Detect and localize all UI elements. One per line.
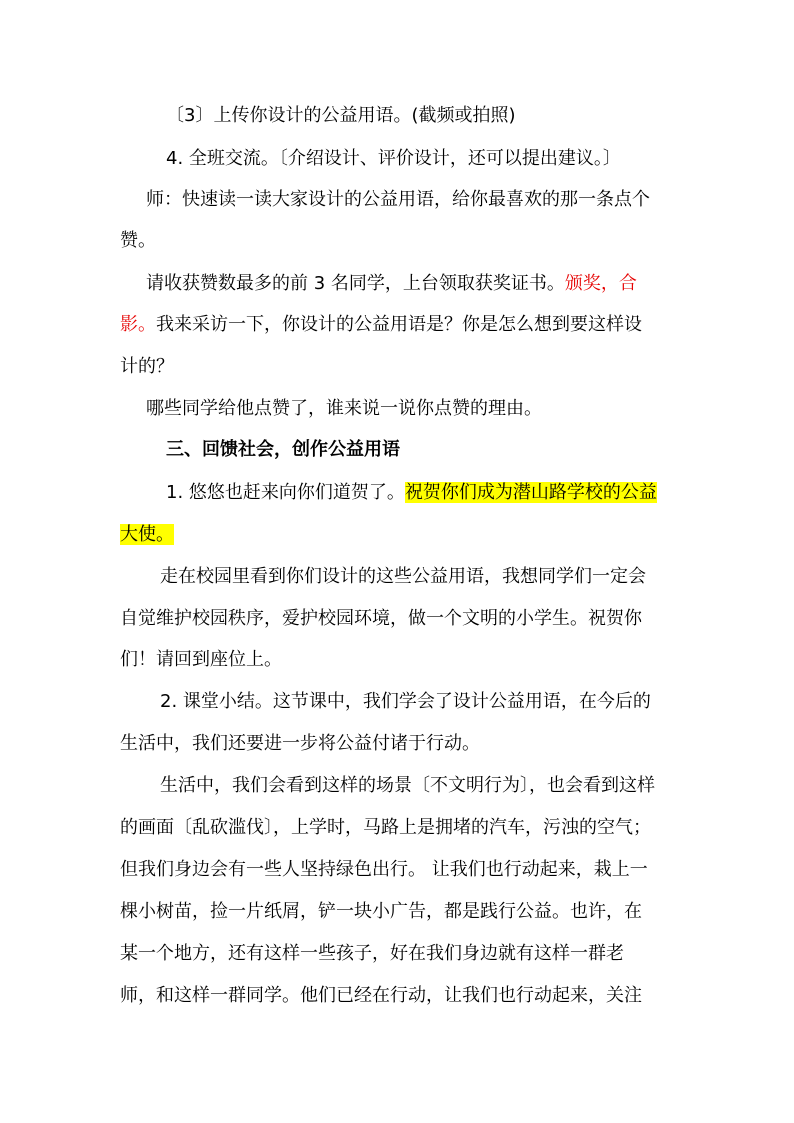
text-line: 〔3〕上传你设计的公益用语。(截频或拍照) <box>166 105 516 126</box>
text-line: 2. 课堂小结。这节课中，我们学会了设计公益用语，在今后的 <box>160 691 651 712</box>
award-line <box>146 272 637 296</box>
text-line: 自觉维护校园秩序，爱护校园环境，做一个文明的小学生。祝贺你 <box>120 608 642 629</box>
text-line: 请收获赞数最多的前 3 名同学，上台领取获奖证书。 <box>146 273 565 294</box>
campus-line <box>160 565 646 589</box>
item-1-line <box>166 481 657 505</box>
text-line: 1. 悠悠也赶来向你们道贺了。 <box>166 482 405 503</box>
text-line: 的画面〔乱砍滥伐〕，上学时，马路上是拥堵的汽车，污浊的空气； <box>120 817 651 838</box>
text-line: 但我们身边会有一些人坚持绿色出行。 让我们也行动起来，栽上一 <box>120 859 648 880</box>
life-line-2 <box>120 816 651 840</box>
text-line: 赞。 <box>120 230 156 251</box>
section-heading <box>166 438 400 462</box>
step-4-share <box>166 147 621 171</box>
text-line: 我来采访一下，你设计的公益用语是？你是怎么想到要这样设 <box>156 314 642 335</box>
life-line-6 <box>120 984 642 1008</box>
praise-question <box>146 397 542 421</box>
text-line: 师：快速读一读大家设计的公益用语，给你最喜欢的那一条点个 <box>146 189 650 210</box>
award-line-end <box>120 355 174 379</box>
text-line: 师，和这样一群同学。他们已经在行动，让我们也行动起来，关注 <box>120 985 642 1006</box>
step-3-upload <box>166 104 516 128</box>
highlighted-text: 大使。 <box>120 524 174 545</box>
text-line: 4. 全班交流。〔介绍设计、评价设计，还可以提出建议。〕 <box>166 148 621 169</box>
text-line: 走在校园里看到你们设计的这些公益用语，我想同学们一定会 <box>160 566 646 587</box>
life-line-5 <box>120 942 624 966</box>
heading-text: 三、回馈社会，创作公益用语 <box>166 439 400 460</box>
item-2-cont <box>120 732 480 756</box>
text-line: 生活中，我们还要进一步将公益付诸于行动。 <box>120 733 480 754</box>
text-line: 们！请回到座位上。 <box>120 649 282 670</box>
text-line: 某一个地方，还有这样一些孩子，好在我们身边就有这样一群老 <box>120 943 624 964</box>
red-text: 颁奖，合 <box>564 273 637 294</box>
life-line <box>160 774 655 798</box>
text-line: 生活中，我们会看到这样的场景〔不文明行为〕，也会看到这样 <box>160 775 655 796</box>
life-line-4 <box>120 900 642 924</box>
text-line: 哪些同学给他点赞了，谁来说一说你点赞的理由。 <box>146 398 542 419</box>
item-1-cont <box>120 523 174 547</box>
text-line: 计的？ <box>120 356 174 377</box>
life-line-3 <box>120 858 648 882</box>
text-line: 棵小树苗，捡一片纸屑，铲一块小广告，都是践行公益。也许，在 <box>120 901 642 922</box>
red-text: 影。 <box>120 314 156 335</box>
campus-line-end <box>120 648 282 672</box>
teacher-line <box>146 188 650 212</box>
highlighted-text: 祝贺你们成为潜山路学校的公益 <box>404 482 657 503</box>
campus-line-cont <box>120 607 642 631</box>
item-2-line <box>160 690 651 714</box>
teacher-line-cont <box>120 229 156 253</box>
award-line-cont <box>120 313 642 337</box>
